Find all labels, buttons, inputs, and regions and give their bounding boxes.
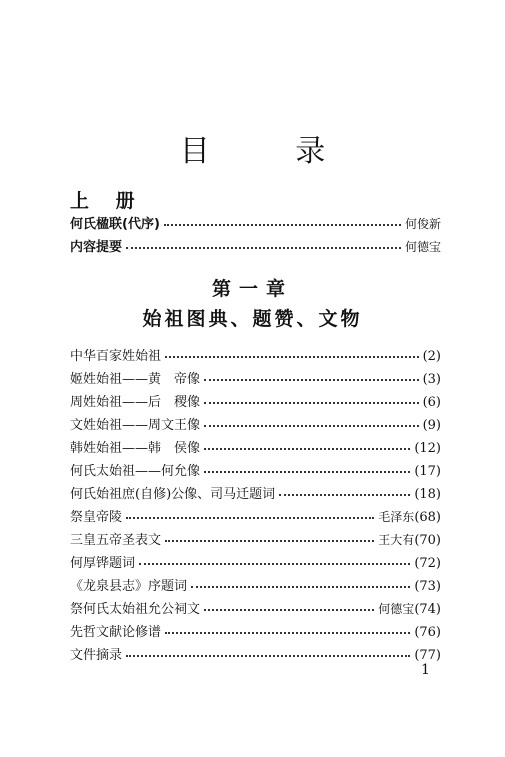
front-entry [70, 236, 441, 256]
chapter-subtitle: 始祖图典、题赞、文物 [142, 308, 363, 330]
page-title: 目 录 [179, 134, 364, 169]
leader-dots [204, 448, 410, 450]
toc-entry [70, 529, 441, 549]
leader-dots [165, 540, 374, 542]
toc-entry [70, 483, 441, 503]
entry-page: (76) [414, 625, 441, 640]
entry-page: (72) [414, 556, 441, 571]
entry-page: (17) [414, 464, 441, 479]
toc-entry [70, 575, 441, 595]
leader-dots [126, 517, 374, 519]
entry-title: 三皇五帝圣表文 [70, 533, 162, 548]
toc-entry [70, 391, 441, 411]
entry-title: 何厚铧题词 [70, 556, 136, 571]
entry-author: 毛泽东 [378, 510, 415, 524]
leader-dots [204, 609, 374, 611]
entry-title: 韩姓始祖——韩 侯像 [70, 441, 201, 456]
entry-title: 何氏始祖庶(自修)公像、司马迁题词 [70, 487, 276, 502]
entry-page: (18) [414, 487, 441, 502]
toc-entry [70, 414, 441, 434]
volume-heading: 上 册 [70, 190, 145, 212]
toc-entry [70, 437, 441, 457]
toc-entry [70, 644, 441, 664]
entry-author: 何德宝 [404, 240, 441, 254]
entry-title: 先哲文献论修谱 [70, 625, 162, 640]
entry-title: 祭皇帝陵 [70, 510, 123, 525]
front-entry [70, 213, 441, 233]
entry-page: (3) [422, 372, 441, 387]
entry-page: (6) [422, 395, 441, 410]
entry-page: (9) [422, 418, 441, 433]
leader-dots [165, 632, 410, 634]
entry-title: 祭何氏太始祖允公祠文 [70, 602, 201, 617]
entry-page: (68) [414, 510, 441, 525]
leader-dots [204, 471, 410, 473]
entry-title: 内容提要 [70, 240, 123, 255]
entry-title: 文姓始祖——周文王像 [70, 418, 201, 433]
entry-title: 文件摘录 [70, 648, 123, 663]
toc-entry [70, 621, 441, 641]
entry-title: 何氏太始祖——何允像 [70, 464, 201, 479]
leader-dots [126, 247, 401, 249]
entry-page: (73) [414, 579, 441, 594]
page-number: 1 [421, 662, 430, 678]
entry-title: 周姓始祖——后 稷像 [70, 395, 201, 410]
toc-entry [70, 506, 441, 526]
entry-title: 何氏楹联(代序) [70, 217, 160, 232]
entry-page: (77) [414, 648, 441, 663]
toc-entry [70, 552, 441, 572]
leader-dots [126, 655, 410, 657]
entry-title: 中华百家姓始祖 [70, 349, 162, 364]
toc-entry [70, 598, 441, 618]
entry-page: (2) [422, 349, 441, 364]
chapter-number: 第一章 [211, 278, 293, 300]
leader-dots [164, 224, 401, 226]
entry-title: 姬姓始祖——黄 帝像 [70, 372, 201, 387]
leader-dots [191, 586, 410, 588]
entry-page: (12) [414, 441, 441, 456]
toc-entry [70, 368, 441, 388]
leader-dots [204, 402, 419, 404]
entry-page: (70) [414, 533, 441, 548]
toc-entry [70, 460, 441, 480]
leader-dots [204, 379, 419, 381]
leader-dots [165, 356, 419, 358]
leader-dots [204, 425, 419, 427]
entry-author: 王大有 [378, 533, 415, 547]
entry-page: (74) [414, 602, 441, 617]
toc-entry [70, 345, 441, 365]
leader-dots [279, 494, 410, 496]
leader-dots [139, 563, 410, 565]
entry-author: 何俊新 [404, 217, 441, 231]
entry-author: 何德宝 [378, 602, 415, 616]
entry-title: 《龙泉县志》序题词 [70, 579, 188, 594]
